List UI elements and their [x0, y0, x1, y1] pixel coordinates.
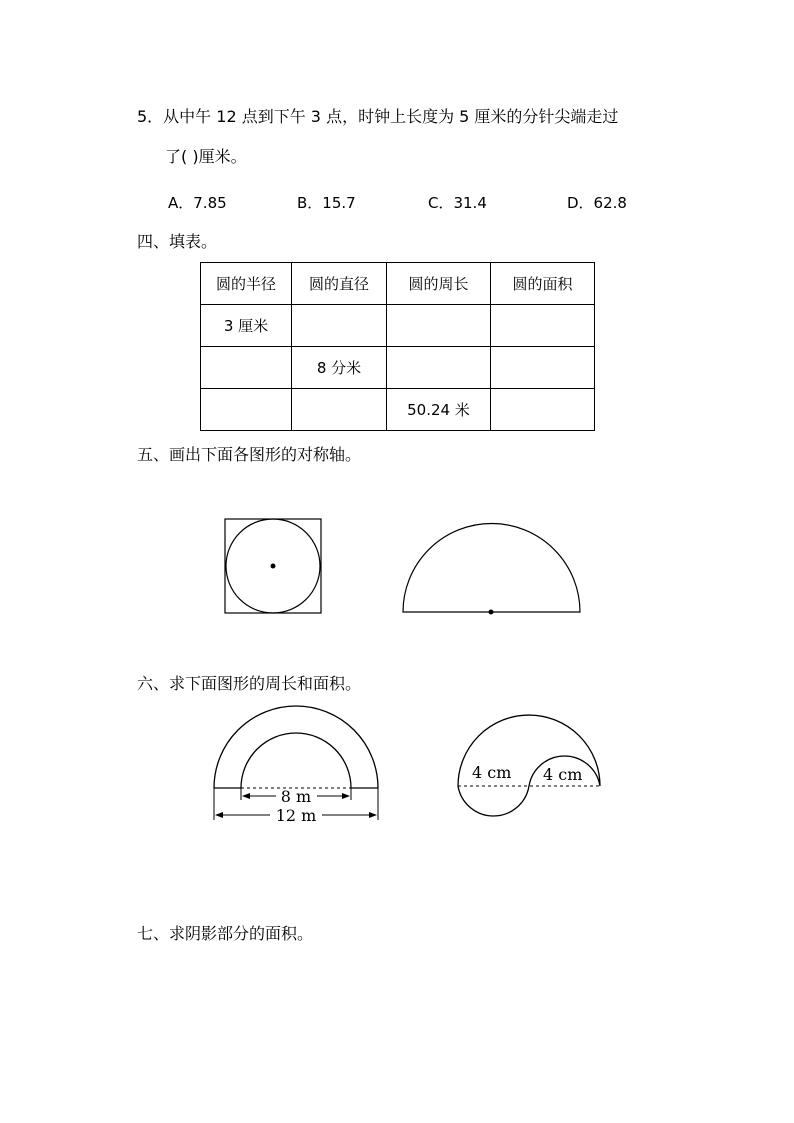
option-b: B．15.7 — [297, 194, 356, 212]
header-diameter: 圆的直径 — [292, 263, 387, 305]
square-circle-figure — [225, 519, 321, 613]
option-d: D．62.8 — [567, 194, 627, 212]
big-radius-label: 4 cm — [472, 763, 512, 782]
table-cell: 50.24 米 — [387, 389, 491, 431]
outer-diameter-label: 12 m — [275, 806, 317, 825]
table-cell: 3 厘米 — [201, 305, 292, 347]
header-radius: 圆的半径 — [201, 263, 292, 305]
inner-diameter-label: 8 m — [280, 787, 312, 806]
section-7-heading: 七、求阴影部分的面积。 — [137, 924, 314, 943]
section-4-heading: 四、填表。 — [137, 232, 218, 251]
curved-figure — [458, 715, 600, 816]
inner-arc — [241, 733, 351, 788]
center-dot — [271, 564, 276, 569]
question-5-line-1: 5．从中午 12 点到下午 3 点，时钟上长度为 5 厘米的分针尖端走过 — [137, 107, 619, 126]
center-dot — [489, 610, 494, 615]
header-area: 圆的面积 — [491, 263, 595, 305]
table-cell: 8 分米 — [292, 347, 387, 389]
half-ring-figure — [214, 706, 378, 825]
semicircle-outline — [403, 524, 580, 613]
section-6-heading: 六、求下面图形的周长和面积。 — [137, 674, 362, 693]
question-5-line-2: 了( )厘米。 — [165, 147, 247, 166]
semicircle-figure — [403, 524, 580, 615]
option-c: C．31.4 — [428, 194, 487, 212]
small-radius-label: 4 cm — [543, 765, 583, 784]
option-a: A．7.85 — [168, 194, 227, 212]
header-circumference: 圆的周长 — [387, 263, 491, 305]
outer-arc — [214, 706, 378, 788]
section-5-heading: 五、画出下面各图形的对称轴。 — [137, 445, 362, 464]
